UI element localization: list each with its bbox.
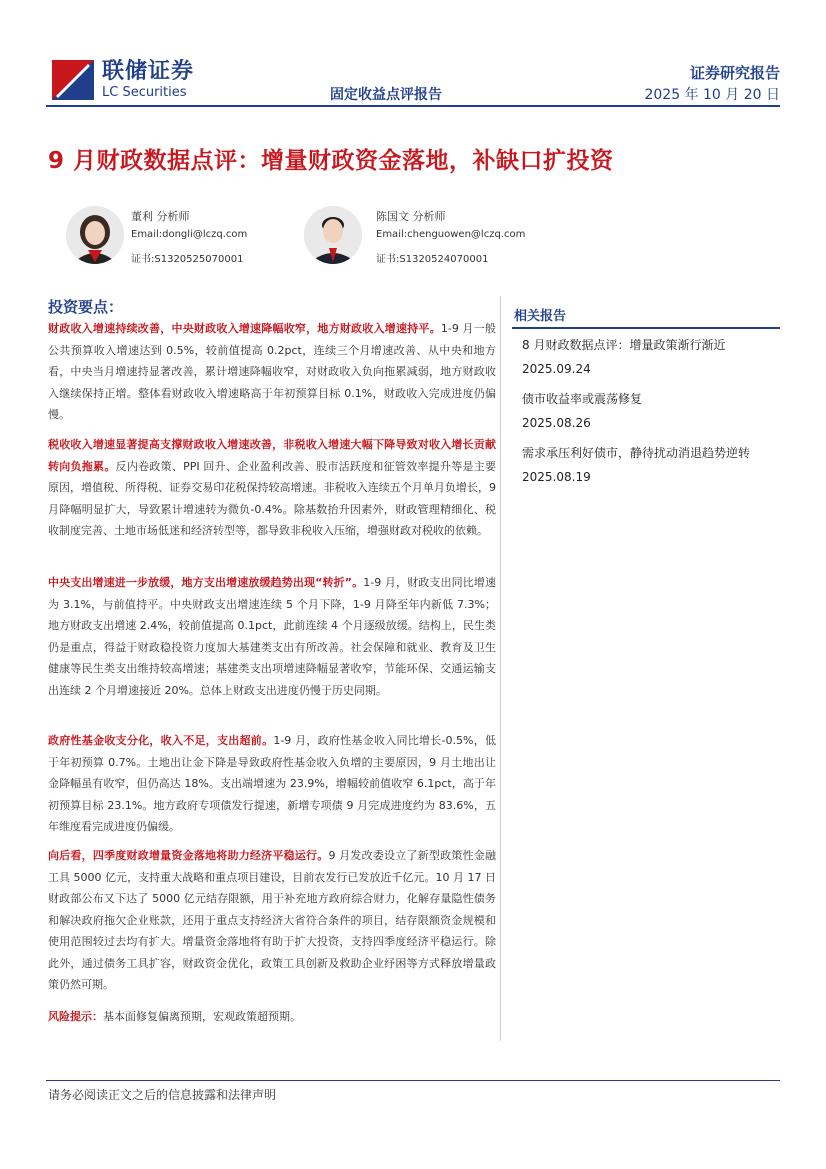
header-divider [46, 105, 780, 107]
related-report-title[interactable]: 8 月财政数据点评：增量政策渐行渐近 [522, 338, 726, 352]
key-point-body: 反内卷政策、PPI 回升、企业盈利改善、股市活跃度和征管效率提升等是主要原因，增值税、所得税、证券交易印花税保持较高增速。非税收入连续五个月单月负增长，9 月降幅明显扩大，导致累计增速转为微负-0.4%。除基数抬升因素外，财政管理精细化、税收制度完善、土地市场低迷和经济转型等，都导致非税收入压缩，增强财政对税收的依赖。 [48, 459, 496, 537]
key-point-lead: 税收收入增速显著提高支撑财政收入增速改善，非税收入增速大幅下降导致对收入增长贡献转向负拖累。 [48, 438, 496, 473]
column-divider [500, 296, 501, 1041]
person-male-icon [304, 206, 362, 264]
related-report-item[interactable] [522, 441, 778, 489]
related-report-title[interactable]: 债市收益率或震荡修复 [522, 392, 643, 406]
related-report-item[interactable] [522, 387, 778, 435]
key-points-title: 投资要点： [48, 298, 124, 316]
key-point-paragraph [48, 845, 496, 996]
key-point-body: 1-9 月，政府性基金收入同比增长-0.5%，低于年初预算 0.7%。土地出让金下降是导致政府性基金收入负增的主要原因，9 月土地出让金降幅虽有收窄，但仍高达 18%。支出端增速为 23.9%，增幅较前值收窄 6.1pct，高于年初预算目标 23.1%。地方政府专项债发行提速，新增专项债 9 月完成进度约为 83.6%，五年维度看完成进度仍偏缓。 [48, 734, 496, 833]
related-report-date: 2025.08.26 [522, 416, 591, 430]
related-reports-title: 相关报告 [514, 309, 567, 324]
logo-chinese-name: 联储证券 [102, 59, 195, 84]
risk-note [48, 1006, 496, 1028]
analyst-avatar-1 [66, 206, 124, 264]
analyst-cert-2: 证书:S1320524070001 [376, 254, 489, 265]
risk-body: 基本面修复偏离预期，宏观政策超预期。 [103, 1010, 301, 1023]
key-point-paragraph [48, 434, 496, 542]
key-point-body: 1-9 月一般公共预算收入增速达到 0.5%，较前值提高 0.2pct，连续三个月增速改善、从中央和地方看，中央当月增速持显著改善，累计增速降幅收窄，对财政收入负向拖累减弱，地方财政收入继续保持正增。整体看财政收入增速略高于年初预算目标 0.1%，财政收入完成进度仍偏慢。 [48, 322, 496, 421]
key-point-paragraph [48, 318, 496, 426]
key-point-lead: 向后看，四季度财政增量资金落地将助力经济平稳运行。 [48, 849, 329, 862]
key-point-body: 1-9 月，财政支出同比增速为 3.1%，与前值持平。中央财政支出增速连续 5 个月下降，1-9 月降至年内新低 7.3%；地方财政支出增速 2.4%，较前值提高 0.1pct，此前连续 4 个月逐级放缓。结构上，民生类仍是重点，得益于财政稳投资力度加大基建类支出有所改善。社会保障和就业、教育及卫生健康等民生类支出维持较高增速；基建类支出项增速降幅显著收窄，节能环保、交通运输支出连续 2 个月增速接近 20%。总体上财政支出进度仍慢于历史同期。 [48, 576, 496, 697]
footer-divider [46, 1080, 780, 1081]
key-point-lead: 政府性基金收支分化，收入不足，支出超前。 [48, 734, 274, 747]
related-report-title[interactable]: 需求承压利好债市，静待扰动消退趋势逆转 [522, 446, 751, 460]
analyst-email-1[interactable]: Email:dongli@lczq.com [131, 229, 248, 240]
related-divider [512, 327, 780, 329]
report-type: 固定收益点评报告 [330, 87, 442, 103]
related-report-date: 2025.09.24 [522, 362, 591, 376]
analyst-email-2[interactable]: Email:chenguowen@lczq.com [376, 229, 526, 240]
person-female-icon [66, 206, 124, 264]
lc-logo-icon [52, 60, 94, 100]
key-point-body: 9 月发改委设立了新型政策性金融工具 5000 亿元，支持重大战略和重点项目建设，目前农发行已发放近千亿元。10 月 17 日财政部公布又下达了 5000 亿元结存限额，用于补充地方政府综合财力，化解存量隐性债务和解决政府拖欠企业账款，还用于重点支持经济大省符合条件的项目，结存限额资金规模和使用范围较过去均有扩大。增量资金落地将有助于扩大投资，支持四季度经济平稳运行。除此外，通过债务工具扩容，财政资金优化，政策工具创新及救助企业纾困等方式释放增量政策仍然可期。 [48, 849, 496, 991]
key-point-lead: 中央支出增速进一步放缓，地方支出增速放缓趋势出现“转折”。 [48, 576, 364, 589]
risk-label: 风险提示： [48, 1010, 103, 1023]
analyst-name-1: 董利 分析师 [131, 210, 190, 223]
footer-disclaimer: 请务必阅读正文之后的信息披露和法律声明 [48, 1088, 277, 1102]
report-brand: 证券研究报告 [689, 64, 780, 82]
logo-english-name: LC Securities [102, 85, 187, 100]
analyst-cert-1: 证书:S1320525070001 [131, 254, 244, 265]
analyst-name-2: 陈国文 分析师 [376, 210, 446, 223]
page-title: 9 月财政数据点评：增量财政资金落地，补缺口扩投资 [48, 148, 614, 174]
analyst-avatar-2 [304, 206, 362, 264]
report-date: 2025 年 10 月 20 日 [644, 87, 780, 103]
key-point-paragraph [48, 730, 496, 838]
key-point-paragraph [48, 572, 496, 701]
related-report-date: 2025.08.19 [522, 470, 591, 484]
related-report-item[interactable] [522, 333, 778, 381]
key-point-lead: 财政收入增速持续改善，中央财政收入增速降幅收窄，地方财政收入增速持平。 [48, 322, 441, 335]
